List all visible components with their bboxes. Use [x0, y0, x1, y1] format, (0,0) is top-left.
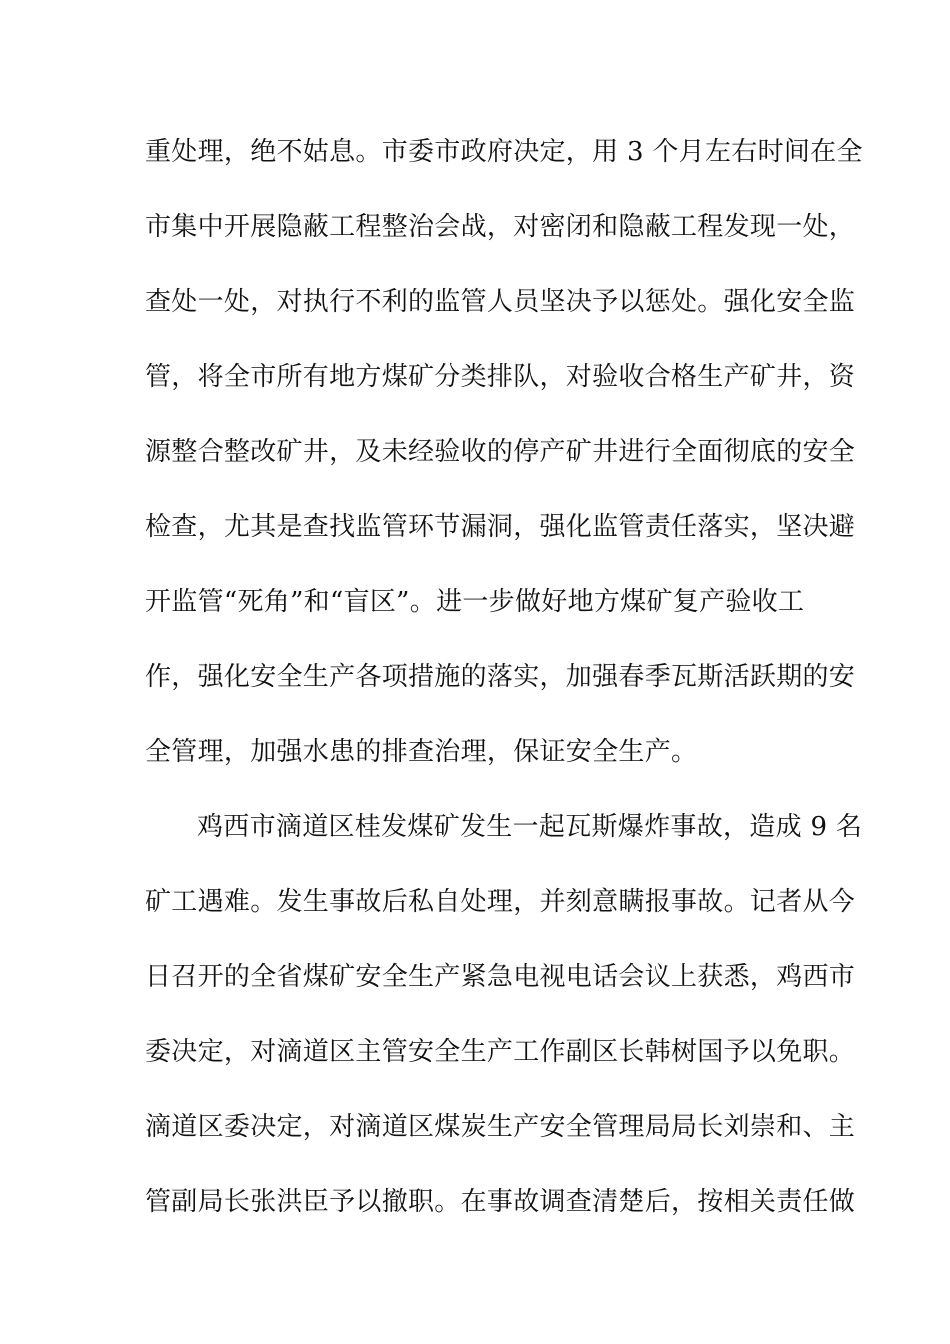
text-line: 全管理，加强水患的排查治理，保证安全生产。	[145, 737, 698, 767]
text-line: 管，将全市所有地方煤矿分类排队，对验收合格生产矿井，资	[145, 362, 856, 392]
text-line: 查处一处，对执行不利的监管人员坚决予以惩处。强化安全监	[145, 287, 856, 317]
text-line: 管副局长张洪臣予以撤职。在事故调查清楚后，按相关责任做	[145, 1187, 856, 1217]
text-line: 滴道区委决定，对滴道区煤炭生产安全管理局局长刘崇和、主	[145, 1112, 856, 1142]
text-line: 委决定，对滴道区主管安全生产工作副区长韩树国予以免职。	[145, 1037, 856, 1067]
text-line: 检查，尤其是查找监管环节漏洞，强化监管责任落实，坚决避	[145, 512, 856, 542]
text-line: 鸡西市滴道区桂发煤矿发生一起瓦斯爆炸事故，造成 9 名	[197, 812, 863, 842]
text-line: 重处理，绝不姑息。市委市政府决定，用 3 个月左右时间在全	[145, 137, 863, 167]
text-line: 作，强化安全生产各项措施的落实，加强春季瓦斯活跃期的安	[145, 662, 856, 692]
text-line: 源整合整改矿井，及未经验收的停产矿井进行全面彻底的安全	[145, 437, 856, 467]
text-line: 日召开的全省煤矿安全生产紧急电视电话会议上获悉，鸡西市	[145, 962, 856, 992]
text-line: 开监管“死角”和“盲区”。进一步做好地方煤矿复产验收工	[145, 587, 805, 617]
text-line: 矿工遇难。发生事故后私自处理，并刻意瞒报事故。记者从今	[145, 887, 856, 917]
text-line: 市集中开展隐蔽工程整治会战，对密闭和隐蔽工程发现一处，	[145, 212, 856, 242]
